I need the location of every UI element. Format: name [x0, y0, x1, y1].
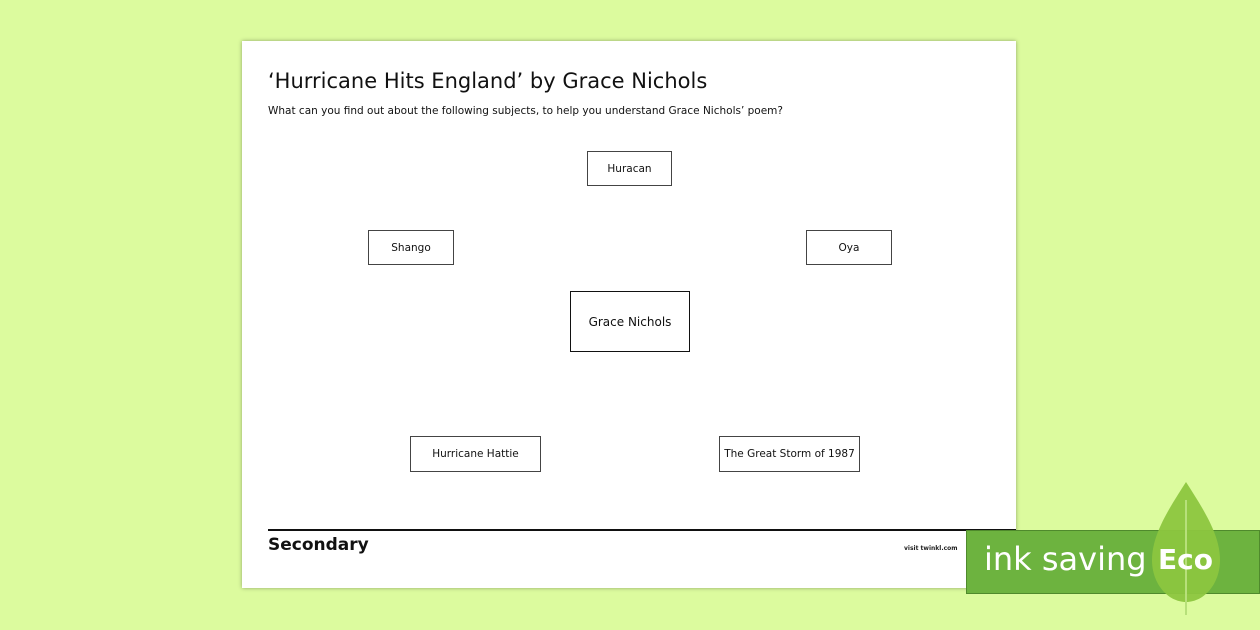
- eco-badge-label: Eco: [1158, 543, 1213, 576]
- box-great-storm-1987: [719, 436, 860, 472]
- worksheet-page: [242, 41, 1016, 588]
- box-huracan: [587, 151, 672, 186]
- box-center-label: Grace Nichols: [588, 314, 672, 329]
- box-oya-label: Oya: [838, 241, 860, 254]
- box-shango-label: Shango: [391, 241, 431, 254]
- footer-url: visit twinkl.com: [904, 545, 958, 552]
- footer-divider: [268, 529, 1016, 531]
- box-storm-label: The Great Storm of 1987: [724, 448, 855, 460]
- box-hattie-label: Hurricane Hattie: [432, 448, 519, 460]
- box-center-grace-nichols: [570, 291, 690, 352]
- box-huracan-label: Huracan: [607, 162, 652, 175]
- footer-level-label: Secondary: [268, 535, 369, 555]
- worksheet-instructions: What can you find out about the following subjects, to help you understand Grace Nichols’ poem?: [268, 105, 783, 117]
- eco-banner-text: ink saving: [984, 540, 1147, 578]
- worksheet-title: ‘Hurricane Hits England’ by Grace Nichols: [268, 69, 708, 93]
- box-shango: [368, 230, 454, 265]
- box-hurricane-hattie: [410, 436, 541, 472]
- box-oya: [806, 230, 892, 265]
